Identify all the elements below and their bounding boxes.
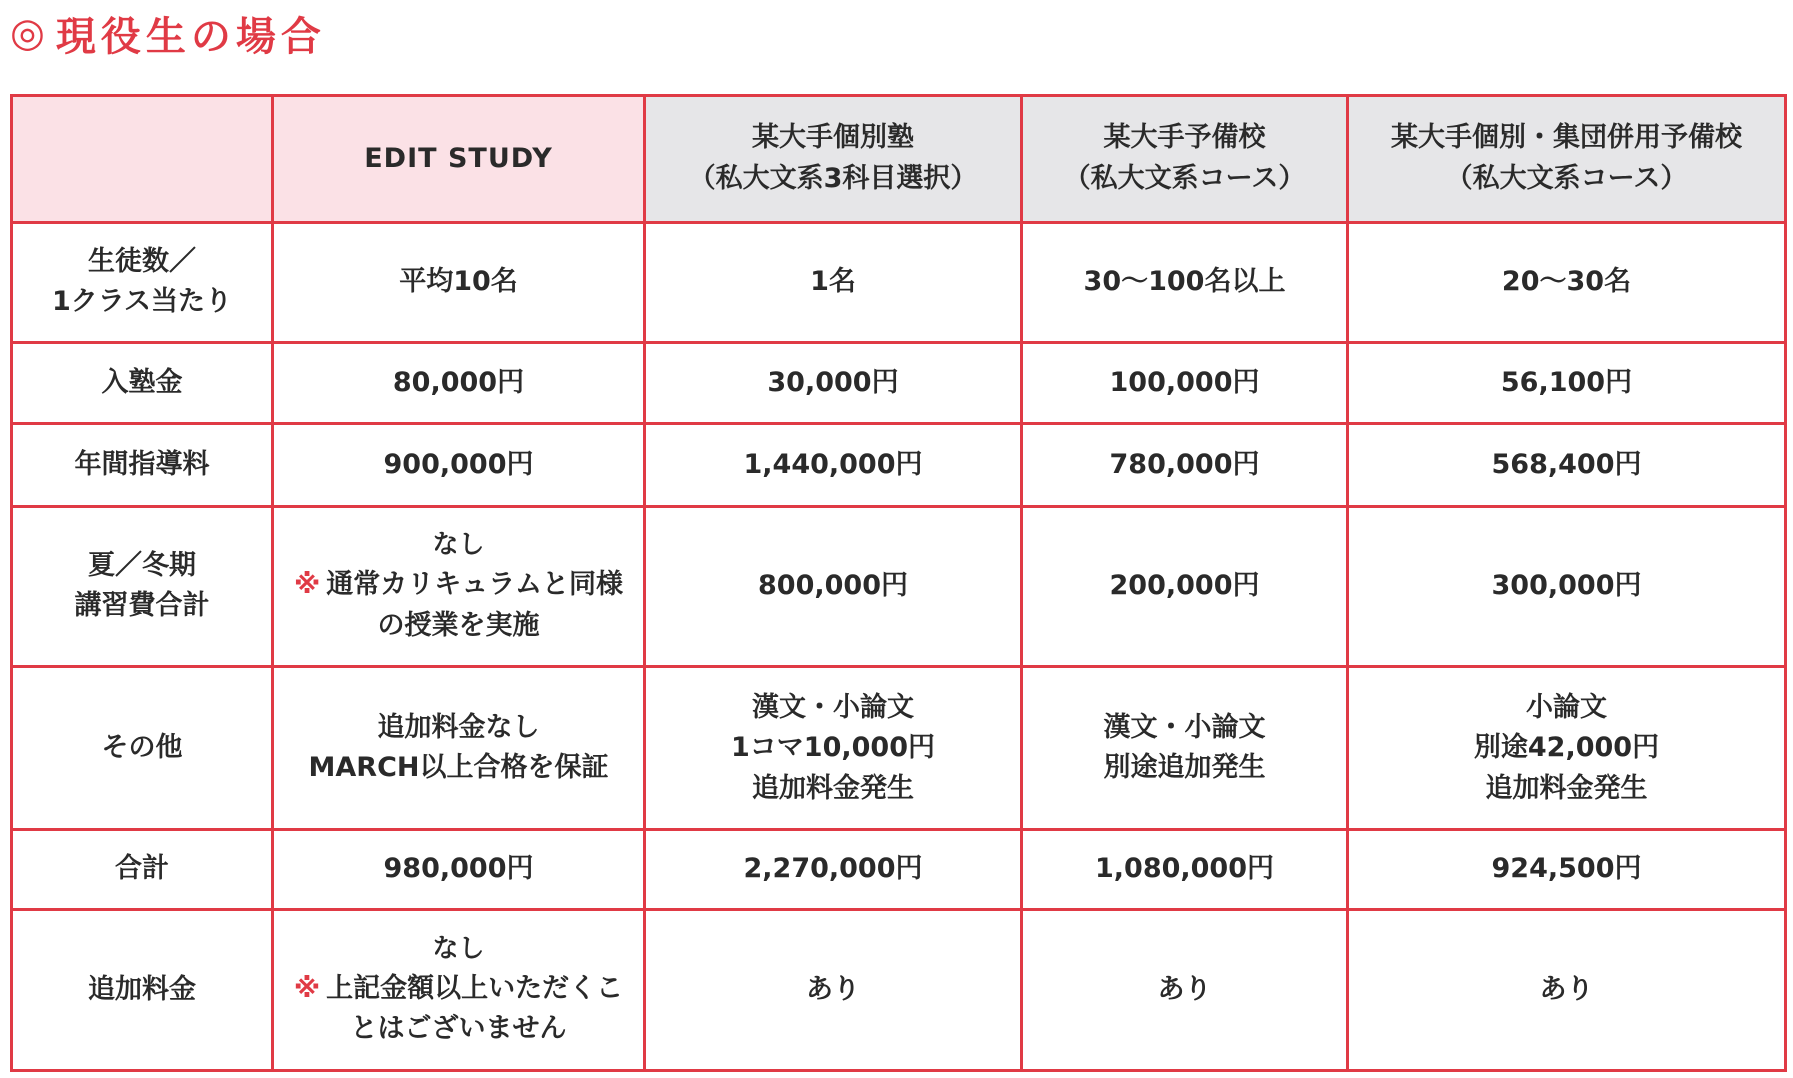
row-label-extra-fee: 追加料金 xyxy=(12,909,273,1070)
seasonal-note-text: 通常カリキュラムと同様の授業を実施 xyxy=(326,569,623,641)
comparison-table xyxy=(10,94,1787,1072)
cell-entry-fee-comp3: 56,100円 xyxy=(1348,342,1786,424)
note-mark: ※ xyxy=(293,972,321,1004)
cell-seasonal-comp1: 800,000円 xyxy=(645,506,1022,667)
table-row-seasonal-courses xyxy=(12,506,1786,667)
table-header-row xyxy=(12,96,1786,223)
cell-students-edit: 平均10名 xyxy=(273,222,645,342)
cell-other-comp2: 漢文・小論文 別途追加発生 xyxy=(1022,667,1348,830)
cell-total-comp1: 2,270,000円 xyxy=(645,830,1022,909)
extra-fee-note-text: 上記金額以上いただくことはございません xyxy=(326,972,624,1045)
cell-total-edit: 980,000円 xyxy=(273,830,645,909)
cell-students-comp2: 30～100名以上 xyxy=(1022,222,1348,342)
table-row-other xyxy=(12,667,1786,830)
cell-extra-fee-comp1: あり xyxy=(645,909,1022,1070)
cell-entry-fee-edit: 80,000円 xyxy=(273,342,645,424)
row-label-annual-fee: 年間指導料 xyxy=(12,424,273,507)
header-edit-study: EDIT STUDY xyxy=(273,96,645,223)
cell-seasonal-comp3: 300,000円 xyxy=(1348,506,1786,667)
cell-annual-fee-comp3: 568,400円 xyxy=(1348,424,1786,507)
cell-annual-fee-comp2: 780,000円 xyxy=(1022,424,1348,507)
double-circle-icon: ◎ xyxy=(10,10,50,56)
row-label-seasonal: 夏／冬期 講習費合計 xyxy=(12,506,273,667)
cell-students-comp3: 20～30名 xyxy=(1348,222,1786,342)
table-row-annual-fee xyxy=(12,424,1786,507)
cell-total-comp3: 924,500円 xyxy=(1348,830,1786,909)
cell-total-comp2: 1,080,000円 xyxy=(1022,830,1348,909)
cell-annual-fee-edit: 900,000円 xyxy=(273,424,645,507)
cell-extra-fee-edit: なし ※ 上記金額以上いただくことはございません xyxy=(273,909,645,1070)
corner-cell xyxy=(12,96,273,223)
cell-annual-fee-comp1: 1,440,000円 xyxy=(645,424,1022,507)
cell-extra-fee-comp3: あり xyxy=(1348,909,1786,1070)
row-label-entry-fee: 入塾金 xyxy=(12,342,273,424)
page-heading xyxy=(10,8,326,58)
header-competitor-2-course: （私大文系コース） xyxy=(1063,162,1306,194)
header-competitor-3-course: （私大文系コース） xyxy=(1445,162,1688,194)
header-competitor-2 xyxy=(1022,96,1348,223)
header-competitor-1-course: （私大文系3科目選択） xyxy=(688,162,978,194)
cell-seasonal-comp2: 200,000円 xyxy=(1022,506,1348,667)
table-row-entry-fee xyxy=(12,342,1786,424)
row-label-other: その他 xyxy=(12,667,273,830)
cell-students-comp1: 1名 xyxy=(645,222,1022,342)
cell-entry-fee-comp2: 100,000円 xyxy=(1022,342,1348,424)
heading-text: 現役生の場合 xyxy=(55,13,326,60)
cell-other-edit: 追加料金なし MARCH以上合格を保証 xyxy=(273,667,645,830)
table-row-students xyxy=(12,222,1786,342)
row-label-total: 合計 xyxy=(12,830,273,909)
cell-other-comp1: 漢文・小論文 1コマ10,000円 追加料金発生 xyxy=(645,667,1022,830)
header-competitor-1-name: 某大手個別塾 xyxy=(752,122,914,154)
header-competitor-1 xyxy=(645,96,1022,223)
note-mark: ※ xyxy=(294,569,321,601)
row-label-students: 生徒数／ 1クラス当たり xyxy=(12,222,273,342)
table-row-total xyxy=(12,830,1786,909)
header-competitor-3 xyxy=(1348,96,1786,223)
header-competitor-2-name: 某大手予備校 xyxy=(1103,122,1266,154)
table-row-extra-fee xyxy=(12,909,1786,1070)
header-competitor-3-name: 某大手個別・集団併用予備校 xyxy=(1391,122,1742,154)
cell-extra-fee-comp2: あり xyxy=(1022,909,1348,1070)
cell-entry-fee-comp1: 30,000円 xyxy=(645,342,1022,424)
cell-seasonal-edit: なし ※ 通常カリキュラムと同様の授業を実施 xyxy=(273,506,645,667)
cell-other-comp3: 小論文 別途42,000円 追加料金発生 xyxy=(1348,667,1786,830)
